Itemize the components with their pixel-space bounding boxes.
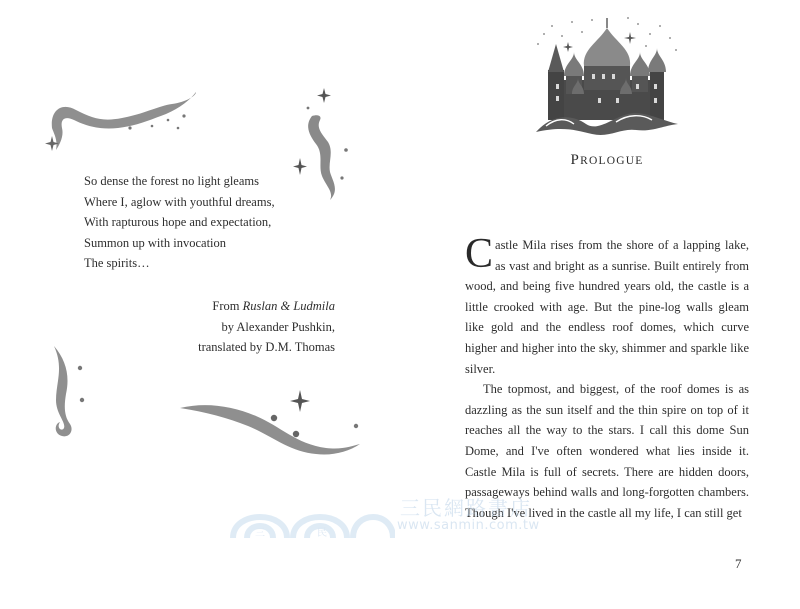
watermark-logo-icon [225,488,395,544]
paragraph-1 [465,231,749,379]
epigraph-poem [84,171,344,274]
watermark-chinese-text: 三民網路書店 [400,496,532,520]
top-swirl-ornament-icon [40,88,200,160]
page-number: 7 [735,556,742,571]
poem-line: The spirits… [84,256,150,271]
attribution-source [120,296,335,317]
watermark-url: www.sanmin.com.tw [397,518,540,533]
poem-line: Where I, aglow with youthful dreams, [84,194,275,209]
chapter-title [466,152,748,169]
attribution-translator: translated by D.M. Thomas [198,340,335,355]
chapter-title-rest: ROLOGUE [580,155,644,167]
paragraph-1-text: astle Mila rises from the shore of a lapping lake, as vast and bright as a sunrise. Built entirely from wood, and being five hundred years old, the castle is a little crooked with age. But the pine-log walls gleam like gold and the endless roof domes, which curve higher and higher into the sky, shimmer and sparkle like silver. [465,238,749,376]
castle-illustration-icon [532,14,682,140]
store-watermark [225,488,585,544]
watermark-char: 三 [255,528,265,539]
attribution-author: by Alexander Pushkin, [221,319,335,334]
from-prefix: From [212,299,243,313]
lower-wave-ornament-icon [176,386,366,460]
lower-curl-ornament-icon [44,342,94,442]
drop-cap: C [465,231,494,277]
chapter-title-initial: P [570,152,581,168]
poem-line: So dense the forest no light gleams [84,174,259,188]
chapter-body [465,231,749,523]
watermark-char: 民 [317,528,327,539]
work-title: Ruslan & Ludmila [242,299,335,313]
paragraph-2: The topmost, and biggest, of the roof domes is as dazzling as the sun itself and the thin spire on top of it reaches all the way to the stars. I call this dome Sun Dome, and I've often wondered what lies inside it. Castle Mila is full of secrets. There are hidden doors, passageways behind walls and long-forgotten chambers. Though I've lived in the castle all my life, I can still get [465,382,749,520]
poem-line: With rapturous hope and expectation, [84,215,272,230]
epigraph-attribution [120,296,335,358]
poem-line: Summon up with invocation [84,235,227,250]
